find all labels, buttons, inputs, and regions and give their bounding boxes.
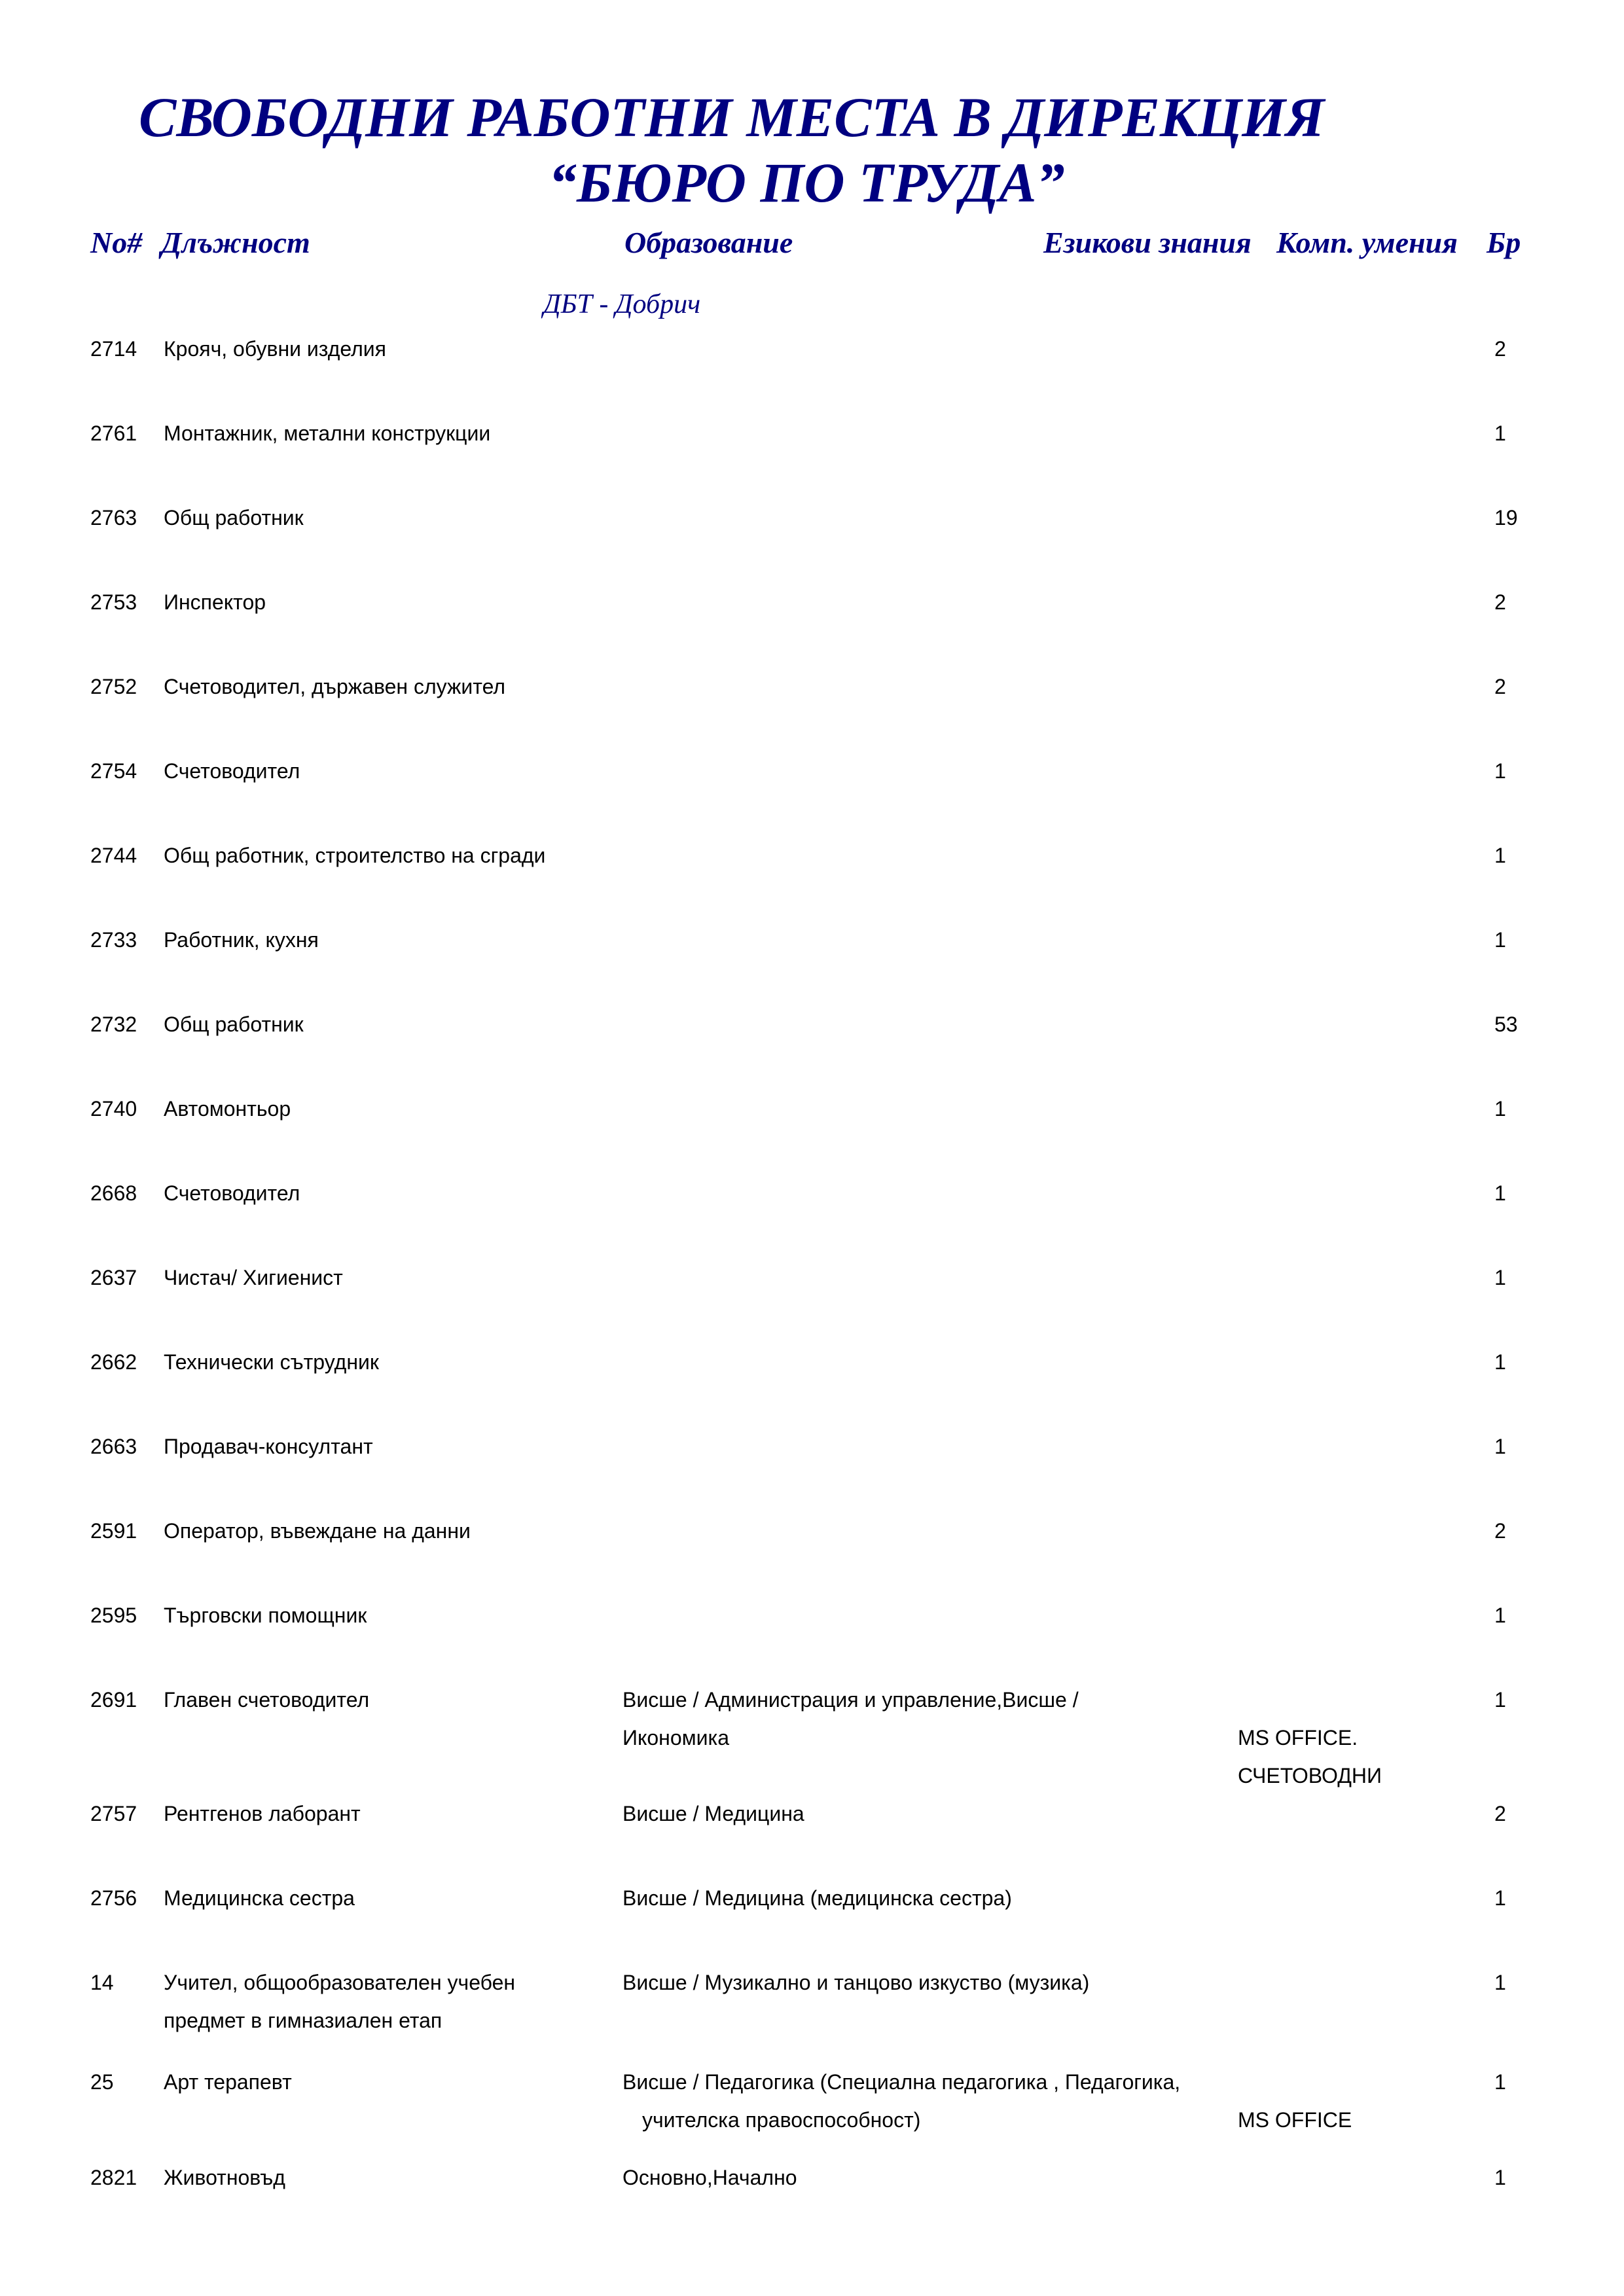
row-number: 2663 (90, 1435, 137, 1458)
row-position: Животновъд (164, 2166, 285, 2189)
row-education-line-2: учителска правоспособност) (642, 2108, 921, 2132)
row-computer-skills-line-1: MS OFFICE. (1238, 1726, 1358, 1749)
row-position: Арт терапевт (164, 2070, 292, 2094)
row-position: Медицинска сестра (164, 1886, 355, 1910)
row-education-line-2: Икономика (623, 1726, 729, 1749)
row-count: 19 (1494, 506, 1518, 529)
row-education: Висше / Медицина (медицинска сестра) (623, 1886, 1012, 1910)
row-position: Технически сътрудник (164, 1350, 379, 1374)
row-position: Търговски помощник (164, 1604, 367, 1627)
row-number: 2754 (90, 759, 137, 783)
row-count: 2 (1494, 1519, 1506, 1543)
row-education-line-1: Висше / Администрация и управление,Висше / (623, 1688, 1079, 1712)
row-count: 1 (1494, 1435, 1506, 1458)
row-count: 1 (1494, 844, 1506, 867)
row-number: 14 (90, 1971, 114, 1994)
row-position-line-1: Учител, общообразователен учебен (164, 1971, 516, 1994)
row-position: Продавач-консултант (164, 1435, 373, 1458)
row-position: Работник, кухня (164, 928, 319, 952)
row-count: 1 (1494, 928, 1506, 952)
row-count: 53 (1494, 1013, 1518, 1036)
row-count: 2 (1494, 675, 1506, 698)
row-count: 2 (1494, 337, 1506, 361)
row-number: 2753 (90, 590, 137, 614)
row-position: Рентгенов лаборант (164, 1802, 361, 1825)
column-header-computer-skills: Комп. умения (1276, 226, 1458, 259)
row-position: Главен счетоводител (164, 1688, 370, 1712)
row-number: 2740 (90, 1097, 137, 1121)
row-number: 2763 (90, 506, 137, 529)
row-education (623, 2063, 1180, 2139)
row-number: 2732 (90, 1013, 137, 1036)
row-number: 2744 (90, 844, 137, 867)
row-number: 2761 (90, 422, 137, 445)
row-count: 1 (1494, 1181, 1506, 1205)
row-position: Оператор, въвеждане на данни (164, 1519, 471, 1543)
row-position: Счетоводител (164, 759, 300, 783)
row-number: 2752 (90, 675, 137, 698)
row-education: Основно,Начално (623, 2166, 797, 2189)
row-position: Общ работник, строителство на сгради (164, 844, 546, 867)
column-header-number: No# (90, 226, 143, 259)
column-header-languages: Езикови знания (1043, 226, 1252, 259)
row-count: 1 (1494, 422, 1506, 445)
row-count: 1 (1494, 1350, 1506, 1374)
column-header-education: Образование (624, 226, 793, 259)
row-count: 1 (1494, 759, 1506, 783)
row-position: Монтажник, метални конструкции (164, 422, 491, 445)
row-education-line-1: Висше / Педагогика (Специална педагогика , Педагогика, (623, 2070, 1181, 2094)
row-count: 1 (1494, 2166, 1506, 2189)
column-header-position: Длъжност (161, 226, 310, 259)
row-position (164, 1964, 515, 2039)
page-title-line-2: “БЮРО ПО ТРУДА” (549, 151, 1065, 214)
row-position: Счетоводител, държавен служител (164, 675, 505, 698)
row-position: Чистач/ Хигиенист (164, 1266, 343, 1289)
row-number: 2714 (90, 337, 137, 361)
row-education: Висше / Медицина (623, 1802, 804, 1825)
row-count: 1 (1494, 2070, 1506, 2094)
row-number: 25 (90, 2070, 114, 2094)
row-position: Общ работник (164, 1013, 304, 1036)
row-count: 1 (1494, 1097, 1506, 1121)
row-number: 2691 (90, 1688, 137, 1712)
row-education (623, 1681, 1079, 1757)
row-position-line-2: предмет в гимназиален етап (164, 2009, 442, 2032)
row-count: 1 (1494, 1604, 1506, 1627)
row-position: Инспектор (164, 590, 266, 614)
row-computer-skills: MS OFFICE (1238, 2108, 1352, 2132)
row-number: 2595 (90, 1604, 137, 1627)
row-position: Автомонтьор (164, 1097, 291, 1121)
row-position: Счетоводител (164, 1181, 300, 1205)
row-number: 2821 (90, 2166, 137, 2189)
row-count: 2 (1494, 1802, 1506, 1825)
row-computer-skills (1238, 1719, 1382, 1795)
row-number: 2756 (90, 1886, 137, 1910)
row-number: 2662 (90, 1350, 137, 1374)
page-title-line-1: СВОБОДНИ РАБОТНИ МЕСТА В ДИРЕКЦИЯ (139, 86, 1325, 149)
row-number: 2637 (90, 1266, 137, 1289)
row-count: 1 (1494, 1266, 1506, 1289)
row-number: 2668 (90, 1181, 137, 1205)
row-number: 2591 (90, 1519, 137, 1543)
row-position: Крояч, обувни изделия (164, 337, 386, 361)
row-count: 1 (1494, 1886, 1506, 1910)
row-count: 1 (1494, 1688, 1506, 1712)
row-count: 1 (1494, 1971, 1506, 1994)
row-position: Общ работник (164, 506, 304, 529)
section-heading-dobrich: ДБТ - Добрич (543, 289, 701, 319)
row-computer-skills-line-2: СЧЕТОВОДНИ (1238, 1764, 1382, 1787)
row-count: 2 (1494, 590, 1506, 614)
row-number: 2757 (90, 1802, 137, 1825)
row-education: Висше / Музикално и танцово изкуство (музика) (623, 1971, 1090, 1994)
column-header-count: Бр (1487, 226, 1521, 259)
row-number: 2733 (90, 928, 137, 952)
